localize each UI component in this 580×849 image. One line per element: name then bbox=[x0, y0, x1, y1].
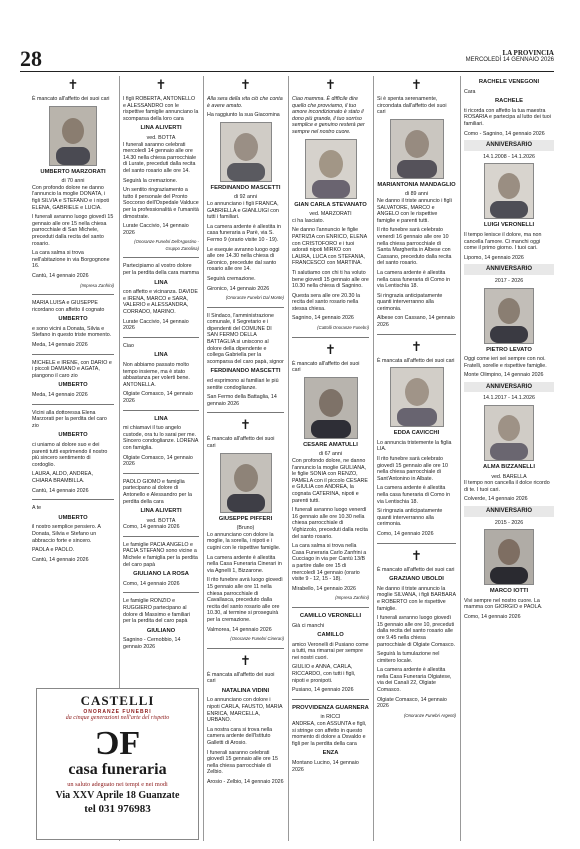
deceased-name: RACHELE VENEGONI bbox=[478, 79, 540, 85]
place-date: Meda, 14 gennaio 2026 bbox=[32, 392, 88, 399]
deceased-name: MARIANTONIA MANDAGLIO bbox=[377, 181, 456, 188]
place-date: Como, 14 gennaio 2026 bbox=[123, 524, 180, 531]
notice-text: La nostra cara si trova nella camera ardente dell'Istituto Galletti di Arosio. bbox=[207, 726, 273, 747]
issue-date: MERCOLEDÌ 14 GENNAIO 2026 bbox=[465, 57, 554, 63]
deceased-name: LINA bbox=[154, 415, 168, 422]
anniversary-text: Il tempo non cancella il dolce ricordo di te. I tuoi cari. bbox=[464, 480, 550, 493]
deceased-name: LUIGI VERONELLI bbox=[483, 222, 535, 229]
anniversary-text: Oggi come ieri sei sempre con noi. Fratelli, sorelle e rispettive famiglie. bbox=[464, 356, 547, 369]
condolence-text: Vicini alla dottoressa Elena Marzorati per la perdita del caro zio bbox=[32, 409, 107, 429]
ad-phone: tel 031 976983 bbox=[84, 803, 151, 815]
column-divider bbox=[373, 76, 374, 841]
place-date: Mirabello, 14 gennaio 2026 bbox=[292, 585, 356, 592]
notice-text: La camera ardente è allestita nella casa funeraria di Como in via Lentischia 18. bbox=[377, 269, 451, 290]
ad-address: Via XXV Aprile 18 Guanzate bbox=[55, 790, 180, 801]
notice-text: ci ha lasciato. bbox=[292, 217, 325, 224]
funeral-agency: (Onoranze Funebri Dell'Agostino - Gruppo Zanolina) bbox=[134, 239, 199, 251]
notice-text: Ne danno il triste annuncio la moglie SILVANA, i figli BARBARA e ROBERTO con le rispettive famiglie. bbox=[377, 585, 456, 612]
condolence-text: PAOLO GIOMO e famiglia partecipano al dolore di Antonello e Alessandro per la perdita della cara bbox=[123, 478, 192, 505]
notice-intro: È mancato all'affetto dei suoi cari bbox=[32, 96, 110, 102]
place-date: Como, 14 gennaio 2026 bbox=[123, 580, 180, 587]
separator bbox=[207, 648, 284, 649]
page-number: 28 bbox=[20, 46, 42, 71]
notice-intro: È mancato all'affetto dei suoi cari bbox=[377, 566, 455, 573]
deceased-name: UMBERTO bbox=[58, 316, 88, 323]
notice-text: Le esequie avranno luogo oggi alle ore 14.30 nella chiesa di Gironico, precedute dal santo rosario alle ore 14. bbox=[207, 246, 280, 273]
place-date: Valmorea, 14 gennaio 2026 bbox=[207, 626, 272, 633]
notice-text: I figli ROBERTA, ANTONELLO e ALESSANDRO con le rispettive famiglie annunciano la scomparsa della loro cara bbox=[123, 96, 199, 122]
cross-icon: ✝ bbox=[411, 338, 422, 354]
deceased-name: ALMA BIZZANELLI bbox=[483, 464, 535, 471]
portrait-photo bbox=[220, 453, 272, 513]
place-date: Olgiate Comasco, 14 gennaio 2026 bbox=[123, 391, 193, 404]
place-date: Olgiate Comasco, 14 gennaio 2026 bbox=[123, 454, 193, 468]
deceased-name: GRAZIANO UBOLDI bbox=[389, 576, 444, 583]
notice-intro: È mancata all'affetto dei suoi cari bbox=[377, 357, 455, 364]
ad-brand-sub: ONORANZE FUNEBRI bbox=[83, 709, 152, 715]
anniversary-dates: 14.1.2017 - 14.1.2026 bbox=[483, 395, 535, 402]
separator bbox=[292, 337, 369, 338]
notice-text: Ne danno il triste annuncio i figli SALVATORE, MARCO e ANGELO con le rispettive famiglie e parenti tutti. bbox=[377, 197, 452, 224]
funeral-agency: (Cattolli Onoranze Funebri) bbox=[317, 325, 369, 331]
notice-intro: È mancata all'affetto dei suoi cari bbox=[207, 671, 275, 685]
notice-text: Un sentito ringraziamento a tutto il personale del Pronto Soccorso dell'Ospedale Valduce per la professionalità e l'umanità dimostrate. bbox=[123, 187, 199, 220]
notice-text: Seguirà la tumulazione nel cimitero locale. bbox=[377, 651, 440, 664]
deceased-name: UMBERTO bbox=[58, 514, 88, 521]
notice-text: I funerali saranno celebrati giovedì 15 gennaio alle ore 15 nella chiesa parrocchiale di Zelbio. bbox=[207, 749, 278, 776]
anniversary-text: Vivi sempre nel nostro cuore. La mamma con GIORGIO e PAOLA. bbox=[464, 597, 543, 611]
condolence-text: ed esprimono ai familiari le più sentite condoglianze. bbox=[207, 378, 279, 391]
deceased-name: LINA ALIVERTI bbox=[140, 508, 182, 515]
anniversary-dates: 14.1.2008 - 14.1.2026 bbox=[483, 153, 535, 160]
column-6 bbox=[464, 76, 554, 841]
deceased-name: FERDINANDO MASCETTI bbox=[210, 184, 281, 191]
deceased-name: GIUSEPPE PIFFERI bbox=[218, 515, 273, 522]
separator bbox=[32, 404, 114, 405]
notice-text: Lo annunciano con dolore i nipoti CARLA, FAUSTO, MARIA ENRICA, MARCELLA, URBANO. bbox=[207, 697, 283, 724]
cross-icon: ✝ bbox=[67, 77, 79, 92]
deceased-name: NATALINA VIDINI bbox=[221, 687, 270, 694]
separator bbox=[207, 307, 284, 308]
notice-text: Seguirà cremazione. bbox=[207, 275, 256, 282]
deceased-age: di 70 anni bbox=[61, 178, 85, 185]
notice-text: Il rito funebre sarà celebrato venerdì 16 gennaio alle ore 10 nella chiesa parrocchiale di Santa Margherita in Albese con Cassano, preceduto dalla recita del santo rosario. bbox=[377, 227, 452, 267]
notice-text: Lo annuncia tristemente la figlia LIA. bbox=[377, 439, 452, 453]
place-date: Montano Lucino, 14 gennaio 2026 bbox=[292, 760, 359, 773]
anniversary-dates: 2015 - 2026 bbox=[494, 519, 524, 526]
place-date: Arosio - Zelbio, 14 gennaio 2026 bbox=[207, 779, 284, 785]
deceased-name: PIETRO LEVATO bbox=[486, 346, 532, 353]
condolence-text: GIULIO e ANNA, CARLA, RICCARDO, con tutti i figli, nipoti e pronipoti. bbox=[292, 664, 356, 684]
deceased-subname: ved. MARZORATI bbox=[309, 211, 352, 218]
place-date: San Fermo della Battaglia, 14 gennaio 2026 bbox=[207, 394, 277, 407]
place-date: Como, 14 gennaio 2026 bbox=[464, 614, 521, 620]
deceased-name: LINA bbox=[154, 279, 168, 286]
deceased-name: GIULIANO LA ROSA bbox=[133, 571, 189, 578]
condolence-signature: LAURA, ALDO, ANDREA, CHIARA BRAMBILLA. bbox=[32, 471, 93, 484]
cross-icon: ✝ bbox=[325, 341, 336, 357]
portrait-photo bbox=[484, 163, 534, 219]
deceased-subname: ved. BARELLA bbox=[491, 473, 527, 480]
notice-text: I funerali saranno celebrati mercoledì 14 gennaio alle ore 14.30 nella chiesa parrocchiale di Lurate, preceduti dalla recita del santo rosario alle ore 14. bbox=[123, 141, 197, 174]
notice-intro: Ha raggiunto la sua Giacomina bbox=[207, 112, 280, 119]
notice-text: Ti salutiamo con chi ti ha voluto bene giovedì 15 gennaio alle ore 10.30 nella chiesa di Sagnino. bbox=[292, 269, 369, 290]
condolence-text: amico Veronelli di Pusiano come a tutti, ma rimarrai per sempre nei nostri cuori. bbox=[292, 641, 369, 661]
condolence-text: MICHELE e IRENE, con DARIO e i piccoli DAMIANO e AGATA, piangono il caro zio bbox=[32, 359, 112, 379]
portrait-photo bbox=[390, 119, 444, 179]
notice-text: Si ringrazia anticipatamente quanti interverranno alla cerimonia. bbox=[377, 292, 443, 312]
ad-name: casa funeraria bbox=[68, 761, 167, 778]
portrait-photo bbox=[304, 377, 358, 439]
place-date: Pusiano, 14 gennaio 2026 bbox=[292, 687, 354, 694]
portrait-photo bbox=[220, 122, 272, 182]
place-date: Sagnino, 14 gennaio 2026 bbox=[292, 315, 354, 322]
notice-text: La camera ardente è allestita nella Casa Funeraria Olgiatese, via dei Canali 22, Olgiate Comasco. bbox=[377, 667, 452, 694]
notice-text: Lo annunciano con dolore la moglie, la sorella, i nipoti e i cugini con le rispettive famiglie. bbox=[207, 531, 281, 551]
portrait-photo bbox=[390, 367, 444, 427]
condolence-text: con affetto e vicinanza. DAVIDE e IRENA, MARCO e SARA, VALERIO e ALESSANDRA, CORRADO, MARINO. bbox=[123, 289, 198, 316]
newspaper-name: LA PROVINCIA bbox=[502, 49, 554, 57]
column-1 bbox=[32, 76, 114, 686]
deceased-age: di 89 anni bbox=[405, 191, 428, 198]
deceased-subname: in RICCI bbox=[320, 714, 341, 721]
separator bbox=[123, 536, 199, 537]
deceased-age: di 67 anni bbox=[319, 451, 342, 458]
condolence-text: Le famiglie RONZIO e RUGGIERO partecipano al dolore di Massimo e familiari per la perdita del caro papà bbox=[123, 598, 191, 625]
condolence-text: e sono vicini a Donata, Silvia e Stefano in questo triste momento. bbox=[32, 325, 112, 339]
notice-text: I funerali avranno luogo giovedì 15 gennaio alle ore 15 nella chiesa parrocchiale di San Michele, preceduti dalla recita del santo rosario. bbox=[32, 214, 114, 247]
deceased-name: MARCO IOTTI bbox=[489, 588, 529, 595]
anniversary-text: Il tempo lenisce il dolore, ma non cancella l'amore. Ci manchi oggi come il primo giorno. I tuoi cari. bbox=[464, 231, 542, 252]
portrait-photo bbox=[49, 106, 97, 166]
funeral-home-advertisement bbox=[36, 688, 199, 840]
cross-icon: ✝ bbox=[240, 77, 251, 92]
ad-tagline: da cinque generazioni nell'arte del rispetto bbox=[65, 715, 170, 721]
separator bbox=[123, 592, 199, 593]
deceased-name: PROVVIDENZA GUARNERA bbox=[292, 704, 369, 711]
notice-intro: Si è spenta serenamente, circondata dall'affetto dei suoi cari bbox=[377, 96, 447, 116]
notice-text: Con profondo dolore ne danno l'annuncio la moglie DONATA, i figli SILVIA e STEFANO e i nipoti ELENA, GABRIELE e LUCIA. bbox=[32, 184, 110, 211]
deceased-name: UMBERTO MARZORATI bbox=[40, 168, 106, 175]
separator bbox=[377, 334, 456, 335]
anniversary-heading: ANNIVERSARIO bbox=[464, 264, 554, 275]
masthead bbox=[466, 49, 554, 64]
condolence-text: Cara bbox=[464, 88, 476, 95]
notice-text: Con profondo dolore, ne danno l'annuncio la moglie GIULIANA, le figlie SONIA con RENZO, PAMELA con il piccolo CESARE e GIULIA con ANDREA, la cognata CATERINA, nipoti e parenti tutti. bbox=[292, 458, 368, 504]
deceased-name: CESARE AMATULLI bbox=[303, 441, 358, 448]
place-date: Lurate Caccivio, 14 gennaio 2026 bbox=[123, 318, 189, 332]
column-divider bbox=[203, 76, 204, 841]
cross-icon: ✝ bbox=[411, 77, 422, 92]
column-2 bbox=[123, 76, 199, 681]
place-date: Como, 14 gennaio 2026 bbox=[377, 530, 434, 537]
place-date: Meda, 14 gennaio 2026 bbox=[32, 342, 88, 349]
deceased-name: GIULIANO bbox=[146, 627, 176, 634]
condolence-text: Partecipiamo al vostro dolore per la perdita della cara mamma bbox=[123, 263, 199, 277]
deceased-name: UMBERTO bbox=[58, 432, 88, 439]
ad-brand: CASTELLI bbox=[80, 693, 155, 708]
place-date: Cantù, 14 gennaio 2026 bbox=[32, 556, 89, 563]
notice-text: La camera ardente è allestita nella casa funeraria di Como in via Lentischia 18. bbox=[377, 485, 451, 505]
notice-text: La cara salma si trova nell'abitazione in via Borgognone 16. bbox=[32, 250, 110, 270]
separator bbox=[32, 354, 114, 355]
funeral-agency: (Impresa Zanfrini) bbox=[80, 282, 114, 288]
deceased-subname: ved. BOTTA bbox=[146, 517, 176, 524]
portrait-photo bbox=[484, 288, 534, 344]
separator bbox=[123, 257, 199, 258]
condolence-text: Già ci manchi bbox=[292, 622, 325, 629]
condolence-text: ti ricorda con affetto la tua maestra ROSARIA e partecipa al lutto dei tuoi familiari. bbox=[464, 107, 551, 127]
notice-text: Si ringrazia anticipatamente quanti interverranno alla cerimonia. bbox=[377, 508, 443, 528]
place-date: Lurate Caccivio, 14 gennaio 2026 bbox=[123, 223, 189, 236]
page-header bbox=[0, 0, 580, 76]
place-date: Sagnino - Cernobbio, 14 gennaio 2026 bbox=[123, 637, 181, 650]
notice-text: Il rito funebre sarà celebrato giovedì 15 gennaio alle ore 10 nella chiesa parrocchiale di Sant'Antonino in Albate. bbox=[377, 456, 448, 482]
column-4 bbox=[292, 76, 369, 841]
anniversary-heading: ANNIVERSARIO bbox=[464, 382, 554, 393]
separator bbox=[123, 410, 199, 411]
deceased-name: LINA bbox=[154, 352, 168, 359]
separator bbox=[377, 543, 456, 544]
anniversary-heading: ANNIVERSARIO bbox=[464, 506, 554, 517]
condolence-text: Il Sindaco, l'amministrazione comunale, il Segretario e i dipendenti del COMUNE DI SAN FERMO DELLA BATTAGLIA si uniscono al dolore della dipendente e collega Gabriella per la scomparsa del caro papà, signor bbox=[207, 312, 284, 365]
funeral-agency: (Onoranze Funebri Dal Monte) bbox=[225, 295, 284, 301]
place-date: Albese con Cassano, 14 gennaio 2026 bbox=[377, 315, 455, 329]
notice-text: Questa sera alle ore 20.30 la recita del santo rosario nella stessa chiesa. bbox=[292, 292, 361, 312]
condolence-text: mi chiamavi il tuo angelo custode, ora tu lo sarai per me. Sincero condoglianze. LORENA con famiglia. bbox=[123, 425, 199, 451]
deceased-age: di 92 anni bbox=[234, 194, 257, 201]
notice-text: Lo annunciano i figli FRANCA, GABRIELLA e GIANLUIGI con tutti i familiari. bbox=[207, 200, 279, 221]
place-date: Olgiate Comasco, 14 gennaio 2026 bbox=[377, 696, 447, 710]
condolence-text: A te bbox=[32, 505, 42, 512]
place-date: Como - Sagnino, 14 gennaio 2026 bbox=[464, 130, 545, 137]
condolence-text: Ciao bbox=[123, 342, 134, 349]
place-date: Monte Olimpino, 14 gennaio 2026 bbox=[464, 372, 544, 379]
ad-slogan: un saluto adeguato nei tempi e nei modi bbox=[67, 781, 168, 788]
deceased-name: FERDINANDO MASCETTI bbox=[210, 368, 281, 375]
condolence-text: Non abbiamo passato molto tempo insieme, ma è stato abbastanza per volerti bene. ANTONELLA. bbox=[123, 362, 190, 388]
separator bbox=[292, 699, 369, 700]
separator bbox=[207, 412, 284, 413]
notice-text: La cara salma si trova nella Casa Funeraria Carlo Zanfrini a Cucciago in via per Cantù 13/B a partire dalle ore 15 di mercoledì 14 gennaio (orario visite 9 - 12, 15 - 18). bbox=[292, 543, 367, 583]
separator bbox=[32, 499, 114, 500]
cross-icon: ✝ bbox=[240, 417, 251, 433]
separator bbox=[123, 337, 199, 338]
column-divider bbox=[460, 76, 461, 841]
notice-text: Il rito funebre avrà luogo giovedì 15 gennaio alle ore 11 nella chiesa parrocchiale di Cavallasca, preceduto dalla recita del santo rosario alle ore 10.30, al termine si proseguirà per la cremazione. bbox=[207, 577, 283, 623]
cross-icon: ✝ bbox=[325, 77, 336, 92]
separator bbox=[32, 294, 114, 295]
notice-intro: È mancato all'affetto dei suoi cari bbox=[207, 436, 275, 449]
deceased-name: EDDA CAVICCHI bbox=[393, 430, 440, 437]
condolence-text: ci uniamo al dolore suo e dei parenti tutti esprimendo il nostro più sincero sentimento di cordoglio. bbox=[32, 442, 108, 468]
deceased-name: GIAN CARLA STEVANATO bbox=[294, 201, 367, 208]
column-3 bbox=[207, 76, 284, 841]
deceased-name: UMBERTO bbox=[58, 382, 88, 389]
deceased-name: LINA ALIVERTI bbox=[140, 125, 182, 132]
funeral-agency: (Onoranze Funebri Cinerari) bbox=[230, 636, 284, 642]
portrait-photo bbox=[484, 529, 534, 585]
funeral-agency: (Impresa Zanfrini) bbox=[335, 595, 369, 601]
condolence-signature: PAOLA e PAOLO. bbox=[32, 547, 75, 554]
separator bbox=[123, 473, 199, 474]
place-date: Gironico, 14 gennaio 2026 bbox=[207, 285, 270, 292]
deceased-name: CAMILLO bbox=[317, 632, 344, 639]
cross-icon: ✝ bbox=[240, 652, 251, 668]
deceased-subname: ved. BOTTA bbox=[146, 134, 176, 141]
deceased-name: RACHELE bbox=[494, 98, 524, 105]
portrait-photo bbox=[305, 139, 357, 199]
cross-icon: ✝ bbox=[155, 77, 167, 92]
anniversary-dates: 2017 - 2026 bbox=[494, 277, 524, 284]
column-5 bbox=[377, 76, 456, 841]
deceased-name: ENZA bbox=[322, 750, 339, 757]
deceased-name: CAMILLO VERONELLI bbox=[299, 612, 362, 619]
column-divider bbox=[288, 76, 289, 841]
separator bbox=[292, 607, 369, 608]
header-rule bbox=[20, 71, 554, 72]
place-date: Cantù, 14 gennaio 2026 bbox=[32, 487, 89, 494]
notice-text: La camera ardente è allestita nella Casa Funeraria Cinerari in via Agnelli 1, Bizzarone. bbox=[207, 554, 282, 574]
ad-logo-icon: ƆF bbox=[94, 725, 141, 762]
condolence-text: MARIA LUISA e GIUSEPPE ricordano con affetto il cognato bbox=[32, 300, 105, 313]
deceased-subname: (Bruno) bbox=[236, 525, 255, 532]
condolence-text: il nostro semplice pensiero. A Donata, Silvia e Stefano un abbraccio forte e sincero. bbox=[32, 524, 101, 544]
memorial-quote: Alla sera della vita ciò che conta è avere amato. bbox=[207, 96, 283, 109]
cross-icon: ✝ bbox=[411, 547, 422, 563]
notice-text: Seguirà la cremazione. bbox=[123, 177, 178, 184]
notice-intro: È mancato all'affetto dei suoi cari bbox=[292, 360, 360, 374]
place-date: Colverde, 14 gennaio 2026 bbox=[464, 496, 528, 503]
place-date: Lipomo, 14 gennaio 2026 bbox=[464, 254, 524, 261]
notice-text: I funerali avranno luogo giovedì 15 gennaio alle ore 10, preceduti dalla recita del santo rosario alle ore 9.45 nella chiesa parrocchiale di Olgiate Comasco. bbox=[377, 615, 456, 648]
anniversary-heading: ANNIVERSARIO bbox=[464, 140, 554, 151]
memorial-quote: Ciao mamma. È difficile dire quello che provviamo, il tuo amore incondizionato è stato il dono più grande, il tuo sorriso semplice e genuino resterà per sempre nel nostro cuore. bbox=[292, 96, 365, 135]
notice-text: La camera ardente è allestita in casa funeraria a Parè, via S. Fermo 9 (orario visite 10 - 19). bbox=[207, 223, 281, 243]
notice-text: I funerali avranno luogo venerdì 16 gennaio alle ore 10.30 nella chiesa parrocchiale di Vighizzolo, preceduti dalla recita del santo rosario. bbox=[292, 507, 368, 540]
notice-text: Ne danno l'annuncio le figlie PATRIZIA con ENRICO, ELENA con CRISTOFORO e i tuoi adorati nipoti MIRKO con LAURA, LUCA con STEFANIA, FRANCESCO con MARTINA. bbox=[292, 227, 367, 267]
funeral-agency: (Onoranze Funebri Argenti) bbox=[403, 712, 456, 718]
place-date: Cantù, 14 gennaio 2026 bbox=[32, 272, 89, 279]
portrait-photo bbox=[484, 405, 534, 461]
condolence-text: ANDREA, con ASSUNTA e figli, si stringe con affetto in questo momento di dolore a Osvaldo e figli per la perdita della cara bbox=[292, 721, 367, 747]
condolence-text: Le famiglie PACIA ANGELO e PACIA STEFANO sono vicine a Michele e famiglia per la perdita del caro papà bbox=[123, 541, 198, 568]
